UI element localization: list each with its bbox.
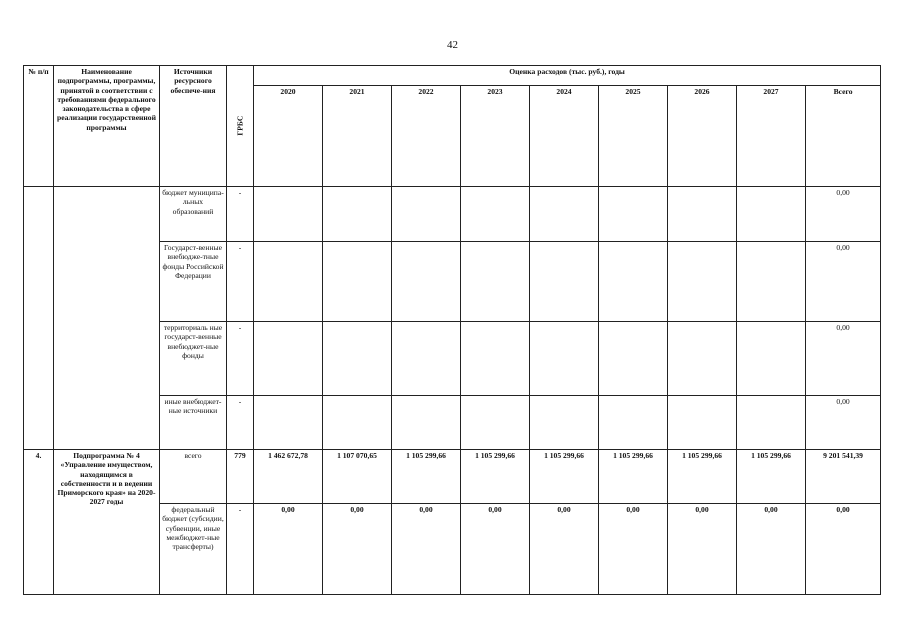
cell-total: 9 201 541,39: [806, 450, 881, 504]
cell-source: федеральный бюджет (субсидии, субвенции, иные межбюджет-ные трансферты): [160, 504, 227, 595]
header-year: 2026: [668, 86, 737, 187]
cell-grbs: -: [227, 396, 254, 450]
cell-grbs: -: [227, 242, 254, 322]
table-row: [24, 450, 881, 504]
header-row-1: [24, 66, 881, 86]
cell-value: 0,00: [392, 504, 461, 595]
cell-value: [461, 187, 530, 242]
header-num: № п/п: [24, 66, 54, 187]
cell-value: [392, 187, 461, 242]
header-grbs: ГРБС: [227, 66, 254, 187]
table-row: [24, 187, 881, 242]
cell-value: 1 105 299,66: [530, 450, 599, 504]
header-year: 2022: [392, 86, 461, 187]
cell-total: 0,00: [806, 504, 881, 595]
cell-value: [254, 322, 323, 396]
cell-value: [254, 396, 323, 450]
cell-source: всего: [160, 450, 227, 504]
cell-source: территориаль ные государст-венные внебюджет-ные фонды: [160, 322, 227, 396]
cell-value: [530, 187, 599, 242]
cell-value: [737, 322, 806, 396]
cell-grbs: -: [227, 187, 254, 242]
header-year: 2021: [323, 86, 392, 187]
cell-value: [323, 322, 392, 396]
cell-value: 1 105 299,66: [737, 450, 806, 504]
cell-grbs: -: [227, 322, 254, 396]
cell-value: [392, 396, 461, 450]
header-source: Источники ресурсного обеспече-ния: [160, 66, 227, 187]
cell-value: [461, 396, 530, 450]
cell-value: [254, 242, 323, 322]
header-year: 2024: [530, 86, 599, 187]
cell-num: 4.: [24, 450, 54, 595]
cell-source: иные внебюджет-ные источники: [160, 396, 227, 450]
cell-value: [530, 322, 599, 396]
cell-value: 0,00: [737, 504, 806, 595]
cell-value: [737, 396, 806, 450]
cell-name: Подпрограмма № 4 «Управление имуществом, находящимся в собственности и в ведении Приморского края» на 2020-2027 годы: [54, 450, 160, 595]
budget-table: [23, 65, 881, 595]
cell-value: [392, 242, 461, 322]
header-year: 2025: [599, 86, 668, 187]
cell-value: [530, 396, 599, 450]
cell-value: [461, 242, 530, 322]
cell-value: [668, 187, 737, 242]
cell-value: 0,00: [323, 504, 392, 595]
cell-total: 0,00: [806, 187, 881, 242]
cell-source: Государст-венные внебюдже-тные фонды Российской Федерации: [160, 242, 227, 322]
header-year: 2027: [737, 86, 806, 187]
cell-value: [461, 322, 530, 396]
cell-value: [392, 322, 461, 396]
cell-source: бюджет муниципа-льных образований: [160, 187, 227, 242]
cell-value: 0,00: [254, 504, 323, 595]
cell-value: 0,00: [461, 504, 530, 595]
cell-value: 1 105 299,66: [668, 450, 737, 504]
header-year: 2020: [254, 86, 323, 187]
cell-value: 1 462 672,78: [254, 450, 323, 504]
cell-value: [323, 242, 392, 322]
cell-value: [323, 396, 392, 450]
cell-value: [737, 187, 806, 242]
cell-total: 0,00: [806, 396, 881, 450]
cell-value: 0,00: [530, 504, 599, 595]
cell-value: 1 105 299,66: [392, 450, 461, 504]
cell-grbs: 779: [227, 450, 254, 504]
cell-value: [599, 242, 668, 322]
header-estimate: Оценка расходов (тыс. руб.), годы: [254, 66, 881, 86]
cell-value: [599, 396, 668, 450]
cell-num: [24, 187, 54, 450]
cell-total: 0,00: [806, 322, 881, 396]
cell-value: [668, 322, 737, 396]
header-name: Наименование подпрограммы, программы, принятой в соответствии с требованиями федерального законодательства в сфере реализации государственной программы: [54, 66, 160, 187]
cell-value: [254, 187, 323, 242]
cell-value: 0,00: [599, 504, 668, 595]
cell-value: 1 105 299,66: [599, 450, 668, 504]
cell-name: [54, 187, 160, 450]
cell-value: [323, 187, 392, 242]
header-year: 2023: [461, 86, 530, 187]
cell-value: [737, 242, 806, 322]
cell-total: 0,00: [806, 242, 881, 322]
cell-value: [668, 242, 737, 322]
cell-grbs: -: [227, 504, 254, 595]
cell-value: [668, 396, 737, 450]
cell-value: [599, 187, 668, 242]
cell-value: [599, 322, 668, 396]
cell-value: 0,00: [668, 504, 737, 595]
header-total: Всего: [806, 86, 881, 187]
cell-value: [530, 242, 599, 322]
page-number: 42: [447, 39, 458, 51]
cell-value: 1 107 070,65: [323, 450, 392, 504]
cell-value: 1 105 299,66: [461, 450, 530, 504]
